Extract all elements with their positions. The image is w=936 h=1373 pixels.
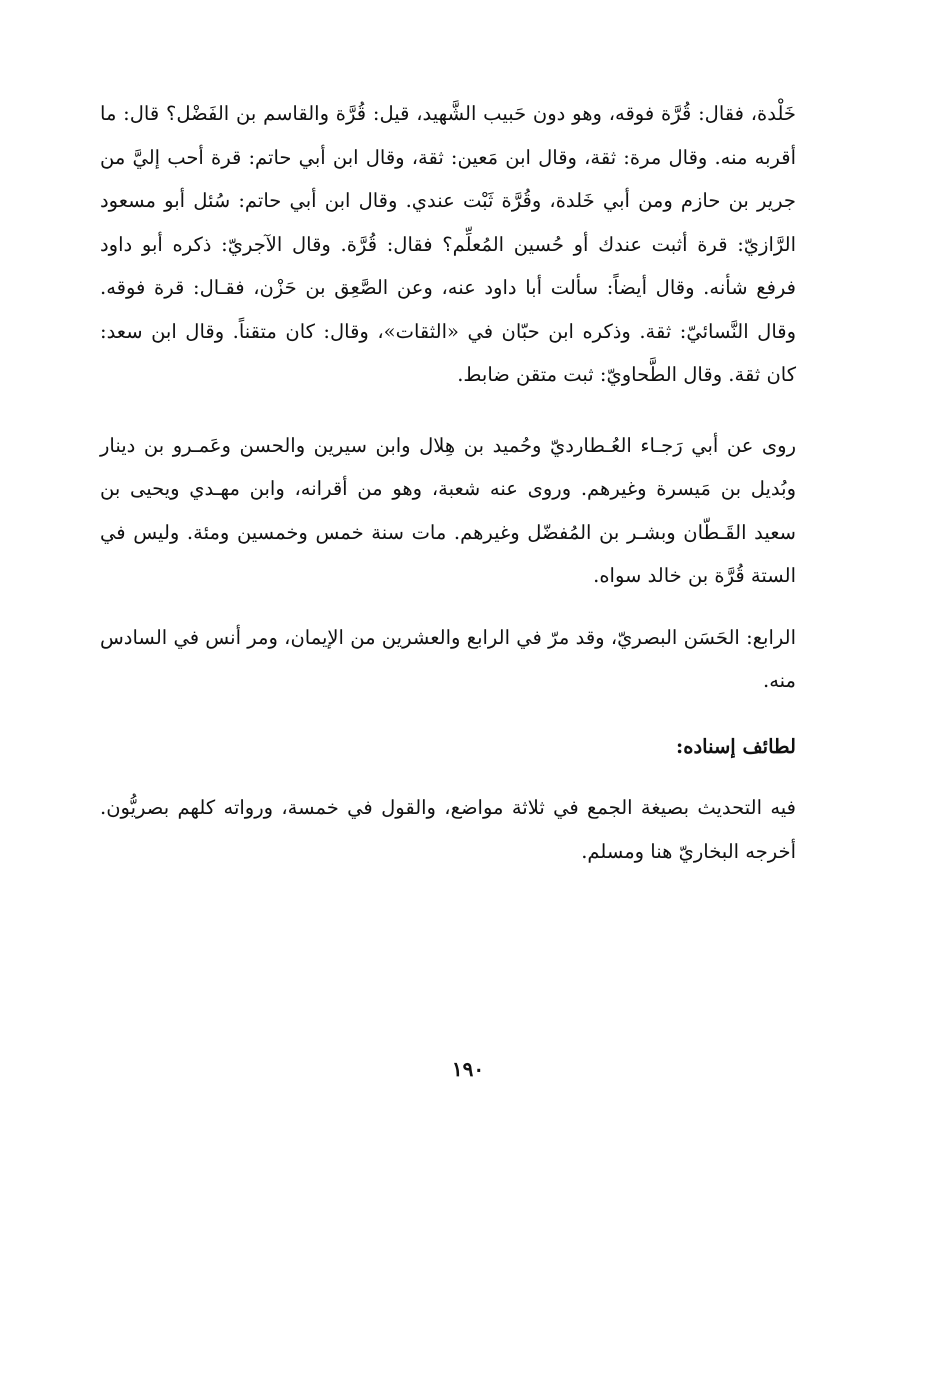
page-body <box>100 92 796 873</box>
paragraph-isnad-notes: فيه التحديث بصيغة الجمع في ثلاثة مواضع، والقول في خمسة، ورواته كلهم بصريُّون. أخرجه البخاريّ هنا ومسلم. <box>100 796 796 863</box>
page-number: ١٩٠ <box>451 1057 485 1081</box>
section-heading: لطائف إسناده: <box>676 734 796 758</box>
paragraph-narrators-grading: خَلْدة، فقال: قُرَّة فوقه، وهو دون حَبيب الشَّهيد، قيل: قُرَّة والقاسم بن الفَضْل؟ قال: ما أقربه منه. وقال مرة: ثقة، وقال ابن مَعين: ثقة، وقال ابن أبي حاتم: قرة أحب إليَّ من جرير بن حازم ومن أبي خَلدة، وقُرَّة ثَبْت عندي. وقال ابن أبي حاتم: سُئل أبو مسعود الرَّازيّ: قرة أثبت عندك أو حُسين المُعلِّم؟ فقال: قُرَّة. وقال الآجريّ: ذكره أبو داود فرفع شأنه. وقال أيضاً: سألت أبا داود عنه، وعن الصَّعِق بن حَزْن، فقـال: قرة فوقه. وقال النَّسائيّ: ثقة. وذكره ابن حبّان في «الثقات»، وقال: كان متقناً. وقال ابن سعد: كان ثقة. وقال الطَّحاويّ: ثبت متقن ضابط. <box>100 102 796 386</box>
paragraph-transmission: روى عن أبي رَجـاء العُـطارديّ وحُميد بن هِلال وابن سيرين والحسن وعَمـرو بن دينار وبُديل بن مَيسرة وغيرهم. وروى عنه شعبة، وهو من أقرانه، وابن مهـدي ويحيى بن سعيد القَـطّان وبشـر بن المُفضّل وغيرهم. مات سنة خمس وخمسين ومئة. وليس في الستة قُرَّة بن خالد سواه. <box>100 433 796 587</box>
paragraph-fourth-narrator: الرابع: الحَسَن البصريّ، وقد مرّ في الرابع والعشرين من الإيمان، ومر أنس في السادس منه. <box>100 625 796 692</box>
